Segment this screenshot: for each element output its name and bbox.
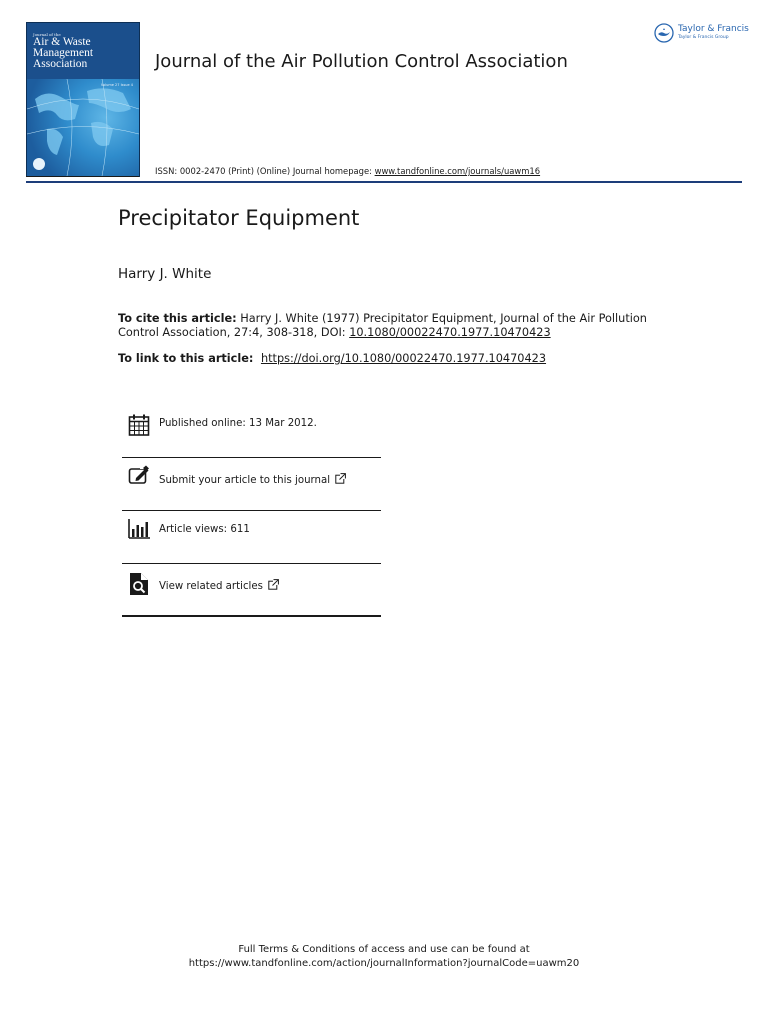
cover-underline — [26, 176, 139, 177]
publisher-group: Taylor & Francis Group — [678, 35, 729, 40]
journal-cover-image[interactable] — [26, 22, 140, 177]
cover-small-text: Journal of the — [33, 32, 61, 37]
header-divider — [26, 181, 742, 183]
submit-article-row[interactable] — [122, 458, 381, 510]
cover-logo-icon — [33, 158, 45, 170]
bar-chart-icon — [128, 518, 150, 540]
submit-article-label: Submit your article to this journal — [159, 475, 331, 486]
footer-terms-text: Full Terms & Conditions of access and use can be found at — [238, 944, 530, 955]
calendar-icon — [128, 414, 150, 436]
info-divider — [122, 615, 381, 617]
edit-icon — [128, 465, 150, 487]
published-online-text: Published online: 13 Mar 2012. — [159, 418, 317, 429]
citation-label: To cite this article: — [118, 312, 237, 325]
article-title: Precipitator Equipment — [118, 206, 360, 230]
document-search-icon — [128, 573, 150, 595]
article-author: Harry J. White — [118, 266, 212, 282]
publisher-name: Taylor & Francis — [678, 24, 749, 34]
cover-title-line: Association — [33, 58, 88, 70]
external-link-icon — [335, 473, 346, 484]
article-doi-link[interactable]: https://doi.org/10.1080/00022470.1977.10470423 — [260, 352, 547, 365]
external-link-icon — [268, 579, 279, 590]
cover-volume-text: Volume 27 Issue 4 — [100, 83, 133, 87]
issn-line — [155, 166, 540, 176]
citation-text: Harry J. White (1977) Precipitator Equipment, Journal of the Air Pollution Control Association, 27:4, 308-318, DOI: — [118, 312, 647, 339]
article-views-row — [122, 511, 381, 563]
article-views-text: Article views: 611 — [159, 524, 250, 535]
cover-title-line: Air & Waste — [33, 36, 91, 48]
journal-homepage-link[interactable]: www.tandfonline.com/journals/uawm16 — [374, 166, 541, 176]
article-link-label: To link to this article: — [118, 352, 258, 365]
journal-title: Journal of the Air Pollution Control Association — [155, 51, 568, 72]
related-articles-row[interactable] — [122, 564, 381, 616]
issn-text: ISSN: 0002-2470 (Print) (Online) Journal homepage: — [155, 166, 375, 176]
related-articles-text[interactable] — [159, 579, 279, 592]
citation-block — [118, 312, 658, 340]
publisher-logo[interactable] — [654, 22, 749, 48]
submit-article-text[interactable] — [159, 473, 346, 486]
related-articles-label: View related articles — [159, 581, 263, 592]
article-link-block — [118, 352, 546, 365]
footer-terms — [0, 943, 768, 970]
taylor-francis-logo-icon — [654, 23, 674, 43]
cover-title-line: Management — [33, 47, 94, 59]
published-online-row — [122, 404, 381, 456]
cover-title — [33, 37, 93, 70]
footer-terms-link[interactable]: https://www.tandfonline.com/action/journalInformation?journalCode=uawm20 — [188, 957, 580, 969]
citation-doi-link[interactable]: 10.1080/00022470.1977.10470423 — [349, 326, 551, 339]
